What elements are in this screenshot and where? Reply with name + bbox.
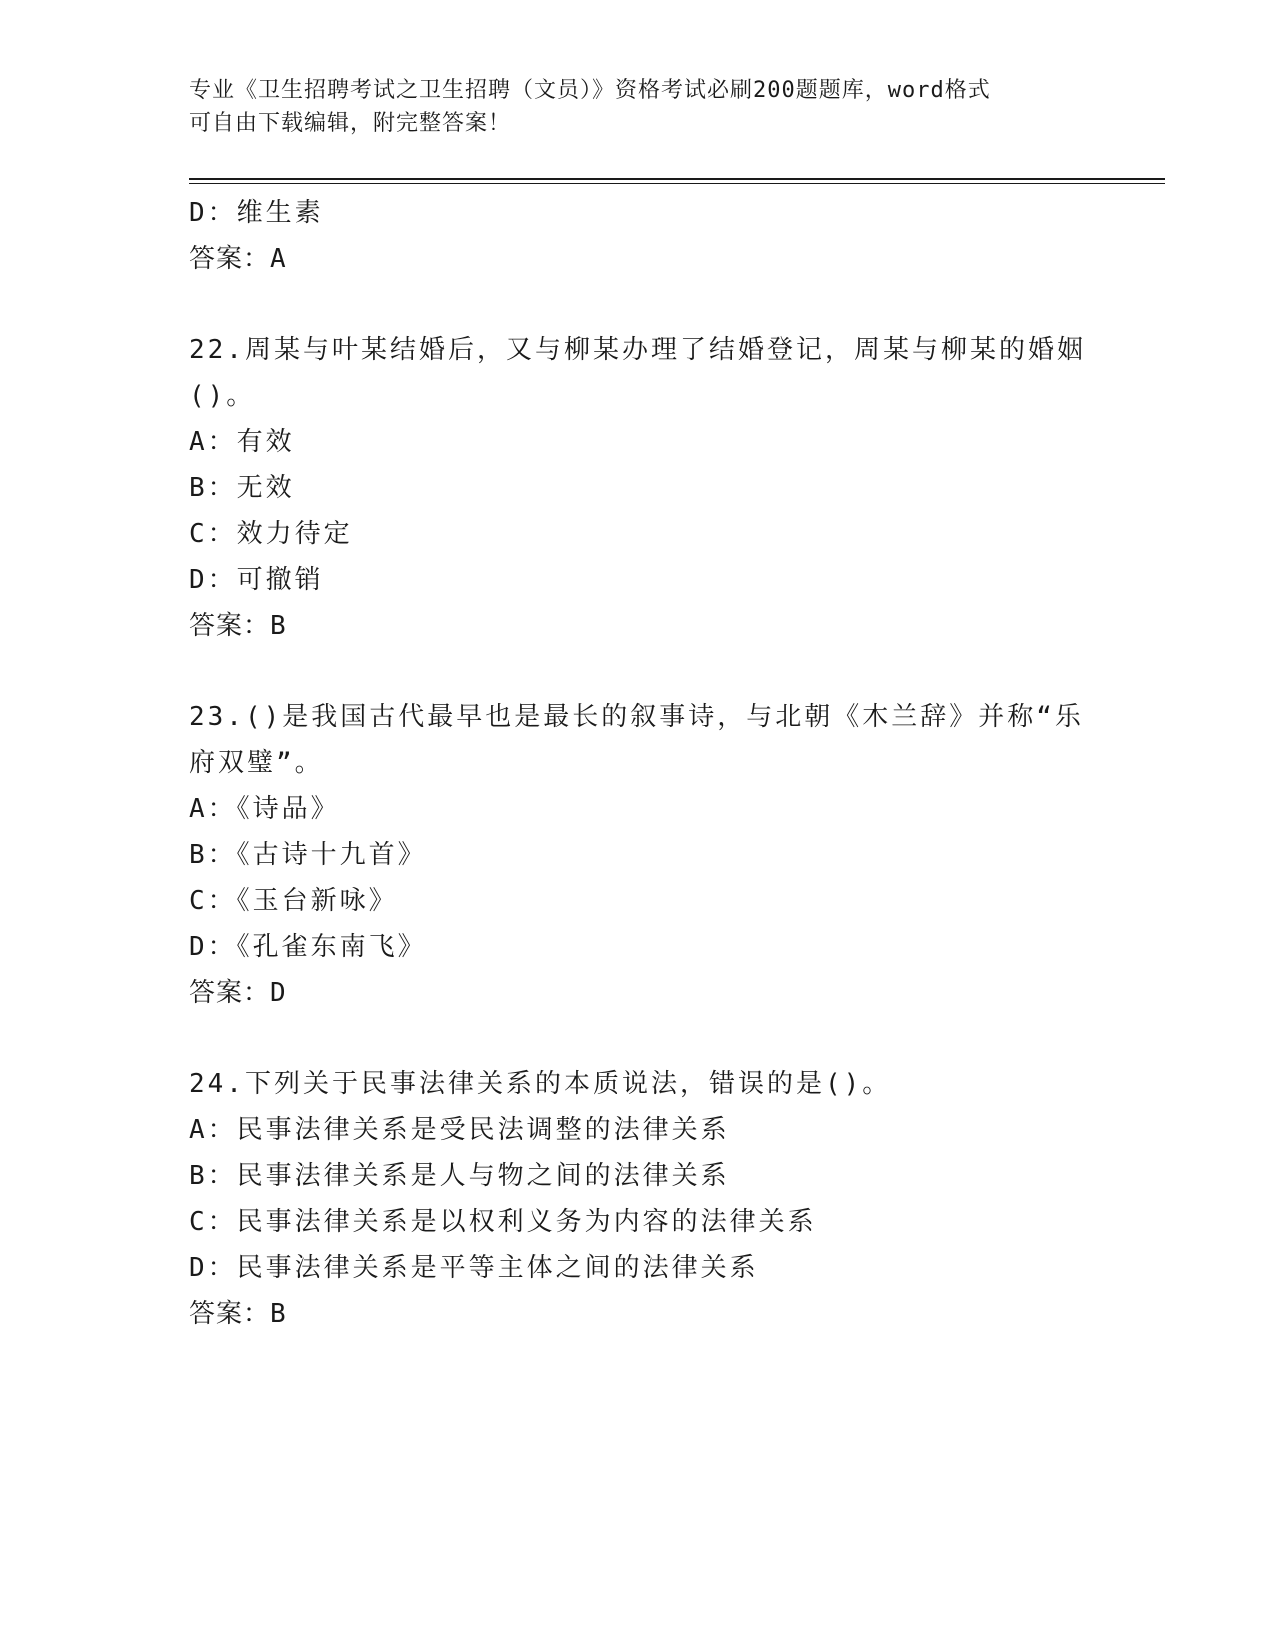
answer-line (189, 970, 1089, 1016)
option-b: B：民事法律关系是人与物之间的法律关系 (189, 1161, 730, 1191)
question-24 (189, 1061, 1089, 1337)
option-a: A：民事法律关系是受民法调整的法律关系 (189, 1115, 730, 1145)
header-line-2: 可自由下载编辑，附完整答案！ (189, 111, 512, 136)
question-text-line: 22.周某与叶某结婚后，又与柳某办理了结婚登记，周某与柳某的婚姻 (189, 335, 1086, 365)
header-divider-thin (189, 183, 1165, 184)
option-d: D：可撤销 (189, 565, 324, 595)
option-b: B：《古诗十九首》 (189, 840, 427, 870)
option-a: A：有效 (189, 427, 295, 457)
spacer (189, 649, 1089, 694)
answer-label: 答案： (189, 611, 271, 641)
previous-question-fragment (189, 190, 1089, 282)
question-text-line: 24.下列关于民事法律关系的本质说法，错误的是()。 (189, 1069, 892, 1099)
header-line-1: 专业《卫生招聘考试之卫生招聘（文员）》资格考试必刷200题题库，word格式 (189, 78, 991, 103)
header-divider-thick (189, 178, 1165, 180)
answer-label: 答案： (189, 1299, 271, 1329)
option-c: C：效力待定 (189, 519, 353, 549)
answer-line (189, 236, 1089, 282)
question-23 (189, 694, 1089, 1016)
answer-label: 答案： (189, 244, 271, 274)
answer-value: B (270, 611, 287, 641)
spacer (189, 1016, 1089, 1061)
option-d: D：维生素 (189, 198, 324, 228)
option-d: D：《孔雀东南飞》 (189, 932, 427, 962)
spacer (189, 282, 1089, 327)
option-a: A：《诗品》 (189, 794, 340, 824)
answer-value: D (270, 978, 287, 1008)
question-text-line: 府双璧”。 (189, 748, 324, 778)
option-c: C：民事法律关系是以权利义务为内容的法律关系 (189, 1207, 817, 1237)
answer-line (189, 603, 1089, 649)
document-header (189, 74, 1069, 140)
question-22 (189, 327, 1089, 649)
question-text-line: ()。 (189, 381, 256, 411)
option-b: B：无效 (189, 473, 295, 503)
question-list (189, 190, 1089, 1337)
answer-value: B (270, 1299, 287, 1329)
answer-value: A (270, 244, 287, 274)
question-text-line: 23.()是我国古代最早也是最长的叙事诗，与北朝《木兰辞》并称“乐 (189, 702, 1084, 732)
option-d: D：民事法律关系是平等主体之间的法律关系 (189, 1253, 759, 1283)
answer-line (189, 1291, 1089, 1337)
option-c: C：《玉台新咏》 (189, 886, 398, 916)
answer-label: 答案： (189, 978, 271, 1008)
